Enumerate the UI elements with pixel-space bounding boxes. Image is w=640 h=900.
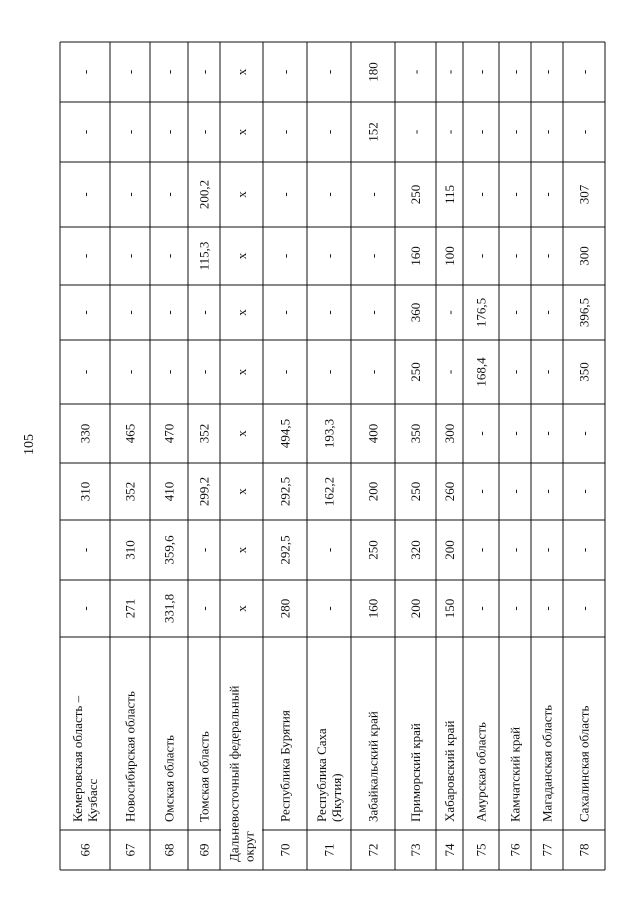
table-cell-value: 360	[408, 302, 423, 323]
table-cell-value: 200,2	[196, 179, 212, 210]
table-cell-value: 160	[408, 246, 423, 266]
table-cell-value: -	[321, 253, 337, 259]
table-cell-value: -	[196, 369, 212, 375]
table-row-number: 69	[196, 843, 212, 857]
table-cell-value: x	[234, 368, 249, 376]
table-cell-value: x	[234, 128, 249, 136]
table-cell-value: -	[473, 547, 489, 553]
table-cell-value: -	[161, 310, 177, 315]
table-cell-value: -	[539, 310, 555, 315]
table-cell-value: 168,4	[473, 357, 489, 387]
table-cell-value: -	[507, 547, 523, 553]
table-cell-value: 176,5	[473, 297, 489, 328]
table-cell-value: 352	[196, 423, 212, 444]
table-cell-value: 350	[408, 423, 423, 444]
table-cell-value: -	[539, 69, 555, 75]
table-cell-value: -	[408, 129, 423, 135]
table-cell-value: x	[234, 546, 249, 554]
table-cell-value: 410	[161, 481, 177, 502]
table-cell-value: 200	[408, 598, 423, 619]
table-cell-value: -	[507, 192, 523, 197]
table-cell-value: -	[507, 129, 523, 135]
table-cell-value: x	[234, 309, 249, 316]
table-cell-value: 250	[408, 481, 423, 502]
table-region-name: Республика Бурятия	[277, 710, 293, 822]
table-cell-value: -	[539, 606, 555, 611]
table-row-number: 70	[277, 843, 293, 857]
table-cell-value: -	[473, 69, 489, 75]
table-region-name: Магаданская область	[539, 704, 555, 822]
table-cell-value: -	[507, 606, 523, 611]
table-cell-value: x	[234, 605, 249, 612]
table-cell-value: -	[122, 253, 138, 259]
table-cell-value: -	[576, 431, 592, 436]
table-region-name: Хабаровский край	[442, 720, 457, 822]
table-region-name: Амурская область	[473, 722, 489, 822]
table-cell-value: 299,2	[196, 476, 212, 507]
table-cell-value: -	[321, 547, 337, 553]
table-region-name: Томская область	[196, 731, 212, 822]
table-cell-value: 359,6	[161, 535, 177, 565]
table-cell-value: -	[277, 369, 293, 375]
table-region-name: Приморский край	[408, 723, 423, 822]
table-row-number: 71	[321, 843, 337, 857]
table-cell-value: -	[442, 369, 457, 375]
table-cell-value: -	[365, 253, 381, 259]
table-region-name: Кузбасс	[85, 778, 100, 822]
table-cell-value: 307	[576, 184, 592, 205]
table-cell-value: -	[161, 69, 177, 75]
table-cell-value: -	[122, 310, 138, 315]
page-number-text: 105	[22, 434, 37, 455]
table-cell-value: 320	[408, 540, 423, 560]
table-cell-value: 350	[576, 362, 592, 382]
table-cell-value: -	[507, 253, 523, 259]
table-cell-value: -	[365, 310, 381, 315]
table-cell-value: 180	[365, 62, 381, 82]
table-row-number: 75	[473, 843, 489, 857]
table-cell-value: -	[539, 192, 555, 197]
table-cell-value: 162,2	[321, 476, 337, 507]
table-region-name: Омская область	[161, 735, 177, 822]
table-cell-value: -	[122, 192, 138, 197]
table-cell-value: -	[442, 69, 457, 75]
table-cell-value: 100	[442, 246, 457, 266]
table-cell-value: -	[576, 606, 592, 611]
table-cell-value: -	[161, 253, 177, 259]
table-cell-value: 160	[365, 598, 381, 619]
table-cell-value: 400	[365, 423, 381, 444]
table-cell-value: 396,5	[576, 297, 592, 328]
table-cell-value: -	[365, 369, 381, 375]
table-cell-value: -	[539, 489, 555, 494]
table-cell-value: 115,3	[196, 241, 212, 271]
table-cell-value: 310	[122, 540, 138, 560]
table-cell-value: 271	[122, 598, 138, 619]
table-cell-value: -	[507, 310, 523, 315]
table-region-name: Забайкальский край	[365, 711, 381, 822]
table-cell-value: -	[321, 69, 337, 75]
table-cell-value: -	[161, 192, 177, 197]
table-region-name: (Якутия)	[329, 773, 344, 822]
table-row-number: 76	[507, 843, 523, 857]
table-cell-value: -	[539, 369, 555, 375]
table-cell-value: -	[539, 253, 555, 259]
table-cell-value: -	[507, 69, 523, 75]
table-row-number: 77	[539, 843, 555, 857]
table-cell-value: -	[77, 192, 93, 197]
table-cell-value: -	[576, 489, 592, 494]
table-row-number: 73	[408, 843, 423, 857]
table-cell-value: 193,3	[321, 418, 337, 449]
table-cells	[70, 62, 592, 862]
table-row-number: 72	[365, 843, 381, 857]
table-cell-value: -	[77, 606, 93, 611]
table-cell-value: -	[277, 310, 293, 315]
table-cell-value: 260	[442, 481, 457, 502]
table-cell-value: x	[234, 488, 249, 495]
table-row-number: 68	[161, 843, 177, 857]
table-region-name: Республика Саха	[314, 728, 329, 822]
table-cell-value: 494,5	[277, 418, 293, 449]
table-cell-value: -	[442, 129, 457, 135]
table-cell-value: -	[122, 369, 138, 375]
table-cell-value: -	[321, 192, 337, 197]
table-row-number: 74	[442, 843, 457, 857]
table-cell-value: -	[576, 129, 592, 135]
table-cell-value: -	[473, 431, 489, 436]
table-cell-value: -	[473, 606, 489, 611]
table-cell-value: 280	[277, 598, 293, 619]
table-cell-value: -	[473, 129, 489, 135]
table-cell-value: -	[576, 69, 592, 75]
table-cell-value: 115	[442, 184, 457, 205]
table-cell-value: -	[196, 69, 212, 75]
table-cell-value: -	[161, 129, 177, 135]
table-cell-value: -	[473, 192, 489, 197]
table-cell-value: -	[321, 369, 337, 375]
table-cell-value: 300	[442, 423, 457, 444]
table-cell-value: x	[234, 252, 249, 260]
table-cell-value: -	[576, 547, 592, 553]
table-cell-value: -	[77, 129, 93, 135]
table-cell-value: -	[539, 431, 555, 436]
table-cell-value: -	[77, 369, 93, 375]
table-cell-value: -	[321, 129, 337, 135]
table-cell-value: 352	[122, 481, 138, 502]
table-cell-value: -	[473, 253, 489, 259]
table-cell-value: x	[234, 430, 249, 437]
table-cell-value: -	[277, 69, 293, 75]
table-cell-value: 150	[442, 598, 457, 619]
table-cell-value: -	[277, 253, 293, 259]
table-cell-value: -	[321, 606, 337, 611]
table-cell-value: -	[77, 547, 93, 553]
table-region-name: Камчатский край	[507, 726, 523, 822]
table-cell-value: x	[234, 191, 249, 198]
table-cell-value: -	[77, 253, 93, 259]
table-cell-value: 331,8	[161, 593, 177, 624]
table-cell-value: -	[196, 547, 212, 553]
table-cell-value: 310	[77, 481, 93, 502]
table-row-number: 67	[122, 843, 138, 857]
table-cell-value: 470	[161, 423, 177, 444]
table-cell-value: 465	[122, 423, 138, 444]
table-cell-value: -	[77, 69, 93, 75]
table-cell-value: 300	[576, 246, 592, 266]
table-cell-value: -	[539, 547, 555, 553]
table-row-number: 78	[576, 843, 592, 857]
table-cell-value: -	[161, 369, 177, 375]
table-row-number: 66	[77, 843, 93, 857]
table-cell-value: -	[442, 310, 457, 315]
table-cell-value: -	[196, 129, 212, 135]
table-cell-value: 292,5	[277, 476, 293, 507]
table-cell-value: 152	[365, 122, 381, 142]
table-region-name: Кемеровская область –	[70, 695, 85, 822]
table-cell-value: 250	[408, 362, 423, 382]
table-cell-value: 250	[408, 184, 423, 205]
table-cell-value: -	[277, 192, 293, 197]
table-cell-value: x	[234, 68, 249, 76]
table-cell-value: -	[122, 69, 138, 75]
table-cell-value: -	[507, 431, 523, 436]
table-cell-value: 200	[365, 481, 381, 502]
table-cell-value: -	[277, 129, 293, 135]
table-region-name: Сахалинская область	[576, 705, 592, 822]
table-cell-value: 330	[77, 423, 93, 444]
table-cell-value: -	[196, 310, 212, 315]
table-region-name: округ	[241, 831, 257, 862]
table-cell-value: -	[539, 129, 555, 135]
table-cell-value: -	[196, 606, 212, 611]
table-cell-value: -	[321, 310, 337, 315]
table-cell-value: -	[77, 310, 93, 315]
table-cell-value: -	[507, 489, 523, 494]
table-cell-value: -	[473, 489, 489, 494]
table-cell-value: -	[408, 69, 423, 75]
table-cell-value: -	[122, 129, 138, 135]
table-cell-value: 200	[442, 540, 457, 560]
table-cell-value: 250	[365, 540, 381, 560]
table-cell-value: -	[365, 192, 381, 197]
table-grid	[60, 42, 605, 870]
table-region-name: Дальневосточный федеральный	[226, 685, 242, 862]
table-cell-value: 292,5	[277, 535, 293, 565]
table-region-name: Новосибирская область	[122, 691, 138, 822]
table-cell-value: -	[507, 369, 523, 375]
